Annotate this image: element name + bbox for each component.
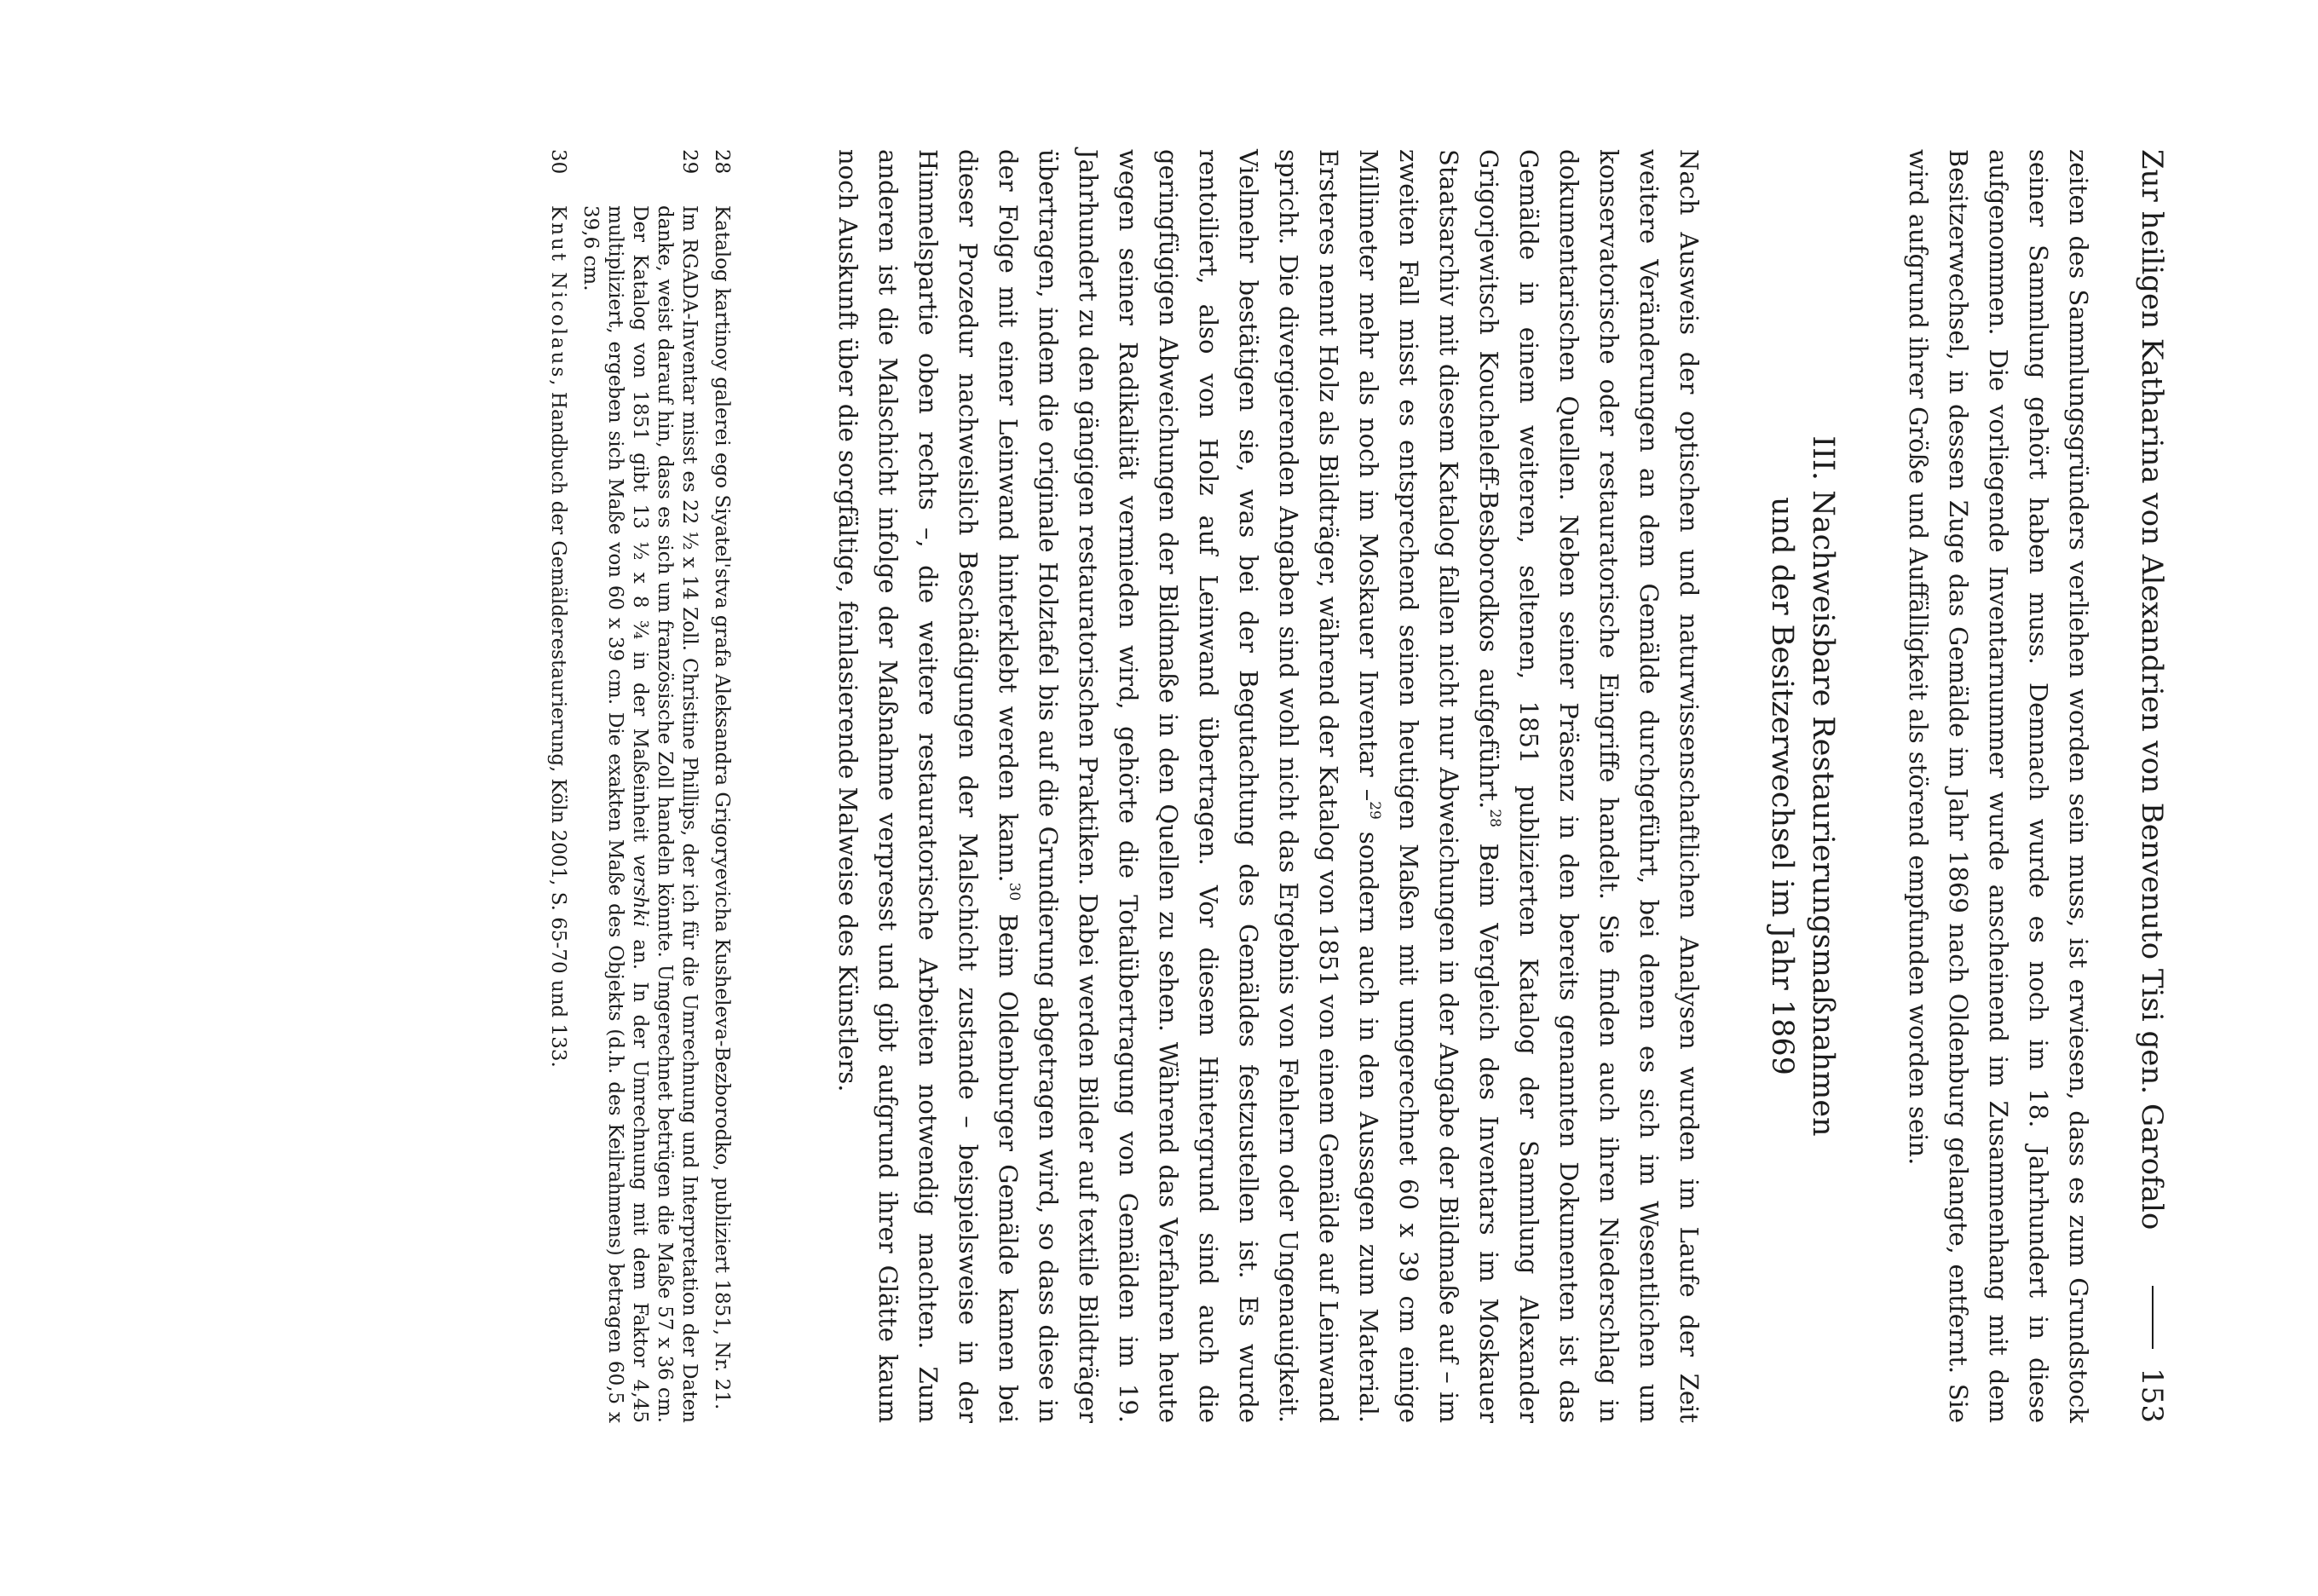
footnote-ref-28[interactable]: 28	[1486, 809, 1503, 827]
footnote-30	[545, 149, 570, 1423]
running-title: Zur heiligen Katharina von Alexandrien von Benvenuto Tisi gen. Garofalo	[2135, 149, 2169, 1230]
footnote-author: Knut Nicolaus	[547, 205, 569, 380]
paragraph-main-part-4: Beim Oldenburger Gemälde kamen bei dieser Prozedur nachweislich Beschädigungen der Malschicht zustande – beispielsweise in der Himmelspartie oben rechts –, die weitere restauratorische Arbeiten notwendig machten. Zum anderen ist die Malschicht infolge der Maßnahme verpresst und gibt aufgrund ihrer Glätte kaum noch Auskunft über die sorgfältige, feinlasierende Malweise des Künstlers.	[833, 149, 1023, 1423]
paragraph-main-part-1: Nach Ausweis der optischen und naturwissenschaftlichen Analysen wurden im Laufe der Zeit weitere Veränderungen an dem Gemälde durchgeführt, bei denen es sich im Wesentlichen um konservatorische oder restauratorische Eingriffe handelt. Sie finden auch ihren Niederschlag in dokumentarischen Quellen. Neben seiner Präsenz in den bereits genannten Dokumenten ist das Gemälde in einem weiteren, seltenen, 1851 publizierten Katalog der Sammlung Alexander Grigorjewitsch Koucheleff-Besborodkos aufgeführt.	[1474, 149, 1704, 1423]
folio	[2135, 1286, 2169, 1423]
running-header	[2135, 149, 2169, 1423]
paragraph-continuation: zeiten des Sammlungsgründers verliehen worden sein muss, ist erwiesen, dass es zum Grundstock seiner Sammlung gehört haben muss. Demnach wurde es noch im 18. Jahrhundert in diese aufgenommen. Die vorliegende Inventarnummer wurde anscheinend im Zusammenhang mit dem Besitzerwechsel, in dessen Zuge das Gemälde im Jahr 1869 nach Oldenburg gelangte, entfernt. Sie wird aufgrund ihrer Größe und Auffälligkeit als störend empfunden worden sein.	[1904, 149, 2093, 1423]
footnote-text-part-2: an. In der Umrechnung mit dem Faktor 4,45 multipliziert, ergeben sich Maße von 60 x 39 cm. Die exakten Maße des Objekts (d.h. des Keilrahmens) betragen 60,5 x 39,6 cm.	[580, 205, 651, 1423]
section-heading-line-1: III. Nachweisbare Restaurierungsmaßnahmen	[1806, 435, 1840, 1137]
footnote-text: Katalog kartinoy galerei ego Siyatel'stva grafa Aleksandra Grigoryevicha Kusheleva-Bezborodko, publiziert 1851, Nr. 21.	[711, 205, 733, 1410]
footnote-29	[578, 149, 701, 1423]
footnote-text-part-1: Im RGADA-Inventar misst es 22 ½ x 14 Zoll. Christine Phillips, der ich für die Umrechnung und Interpretation der Daten danke, weist darauf hin, dass es sich um französische Zoll handeln könnte. Umgerechnet betrügen die Maße 57 x 36 cm. Der Katalog von 1851 gibt 13 ½ x 8 ¾ in der Maßeinheit	[629, 205, 701, 1423]
footnote-italic-term: vershki	[629, 854, 651, 927]
paragraph-main	[827, 149, 1709, 1423]
footnote-number: 30	[547, 149, 569, 175]
text-block	[538, 149, 2169, 1423]
footnote-ref-29[interactable]: 29	[1366, 801, 1383, 820]
paragraph-main-part-2: Beim Vergleich des Inventars im Moskauer Staatsarchiv mit diesem Katalog fallen nicht nur Abweichungen in der Angabe der Bildmaße auf – im zweiten Fall misst es entsprechend seinen heutigen Maßen mit umgerechnet 60 x 39 cm einige Millimeter mehr als noch im Moskauer Inventar –	[1354, 149, 1503, 1423]
section-heading	[1762, 149, 1843, 1423]
footnote-number: 29	[678, 149, 701, 175]
paragraph-main-part-3: sondern auch in den Aussagen zum Material. Ersteres nennt Holz als Bildträger, während der Katalog von 1851 von einem Gemälde auf Leinwand spricht. Die divergierenden Angaben sind wohl nicht das Ergebnis von Fehlern oder Ungenauigkeit. Vielmehr bestätigen sie, was bei der Begutachtung des Gemäldes festzustellen ist. Es wurde rentoiliert, also von Holz auf Leinwand übertragen. Vor diesem Hintergrund sind auch die geringfügigen Abweichungen der Bildmaße in den Quellen zu sehen. Während das Verfahren heute wegen seiner Radikalität vermieden wird, gehörte die Totalübertragung von Gemälden im 19. Jahrhundert zu den gängigen restauratorischen Praktiken. Dabei werden Bilder auf textile Bildträger übertragen, indem die originale Holztafel bis auf die Grundierung abgetragen wird, so dass diese in der Folge mit einer Leinwand hinterklebt werden kann.	[994, 149, 1383, 1424]
footnote-text	[578, 205, 701, 1423]
footnote-28	[709, 149, 734, 1423]
page-number: 153	[2135, 1368, 2169, 1423]
footnote-citation: , Handbuch der Gemälderestaurierung, Köln 2001, S. 65-70 und 133.	[547, 379, 569, 1068]
footnotes	[545, 149, 734, 1423]
folio-dash	[2152, 1286, 2154, 1349]
footnote-text	[545, 205, 570, 1423]
section-heading-line-2: und der Besitzerwechsel im Jahr 1869	[1765, 497, 1799, 1075]
footnote-ref-30[interactable]: 30	[1006, 882, 1023, 902]
footnote-number: 28	[711, 149, 733, 175]
